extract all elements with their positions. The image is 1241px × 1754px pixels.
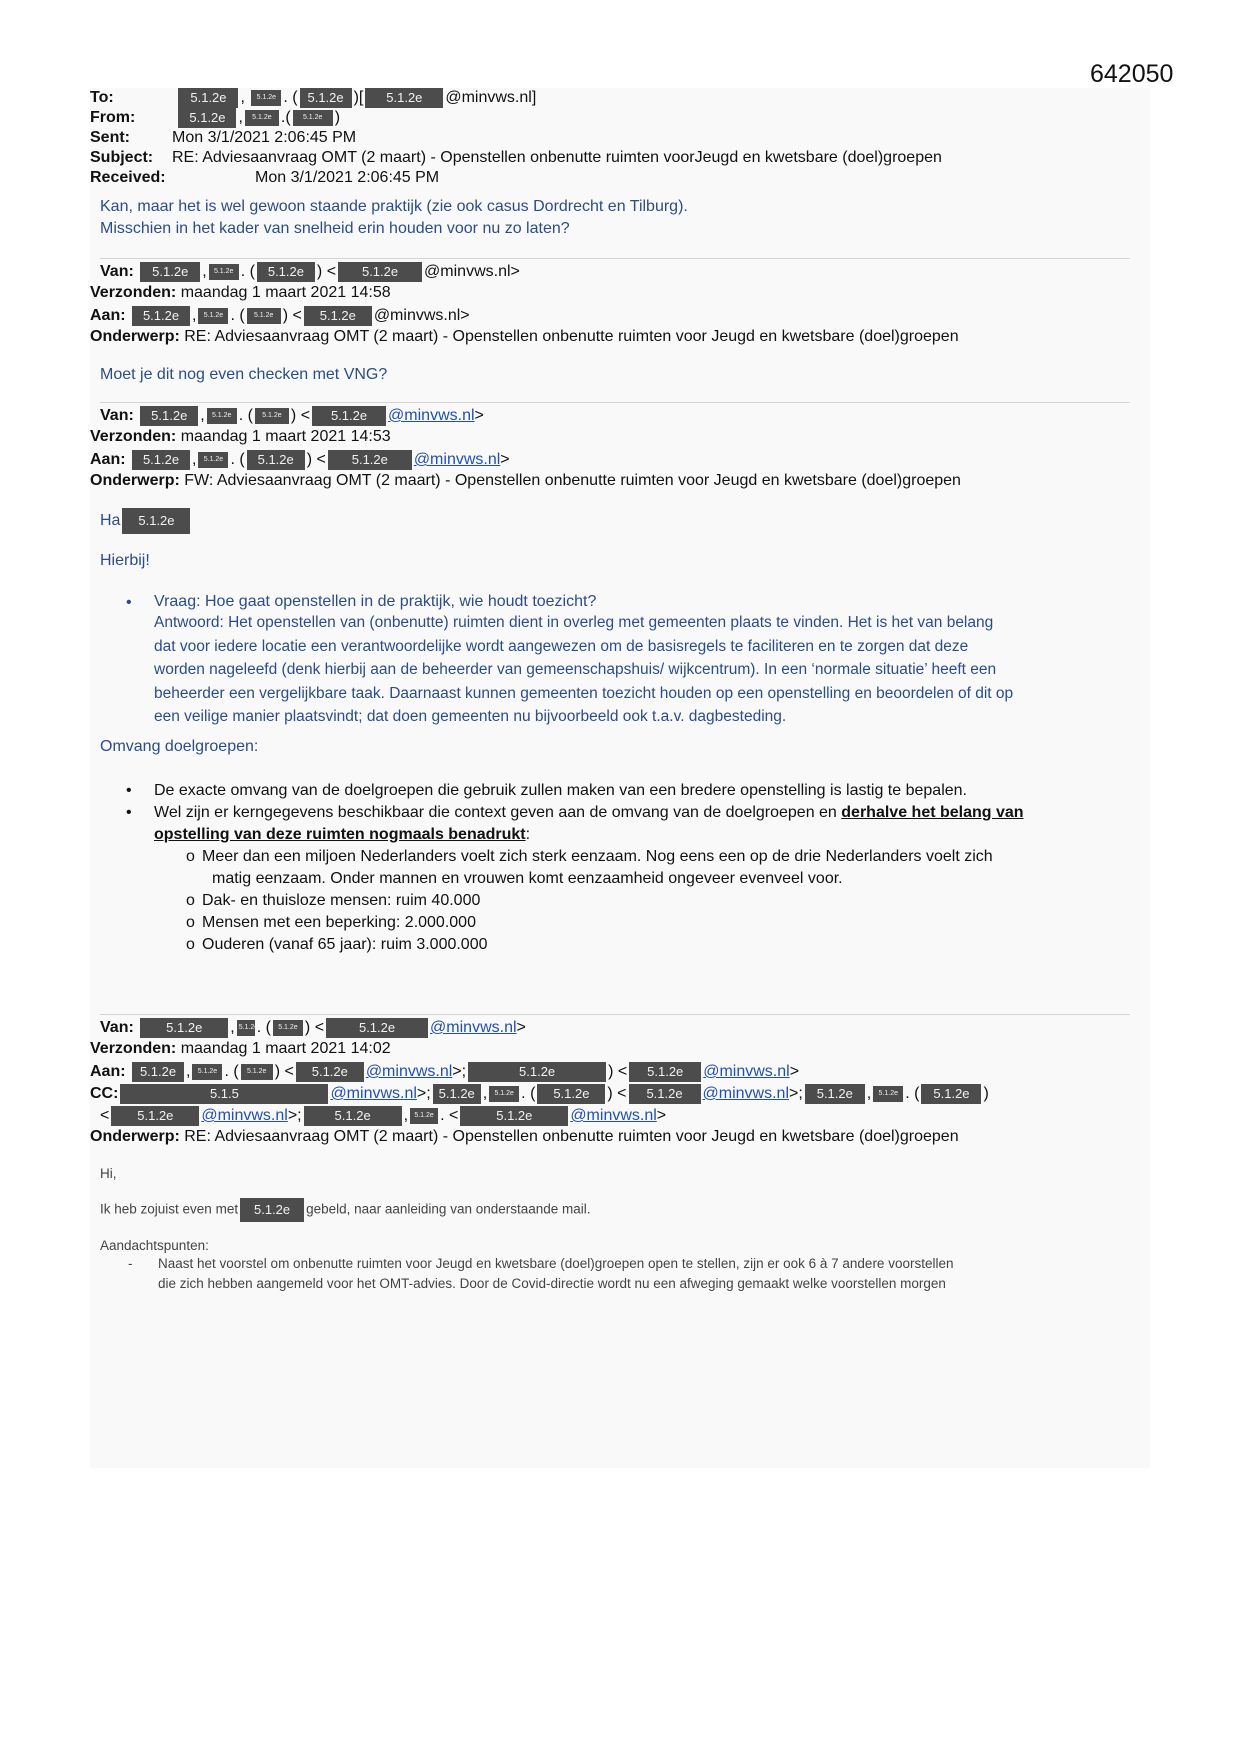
redaction: 5.1.2e: [537, 1084, 605, 1104]
redaction: 5.1.2e: [300, 88, 352, 108]
aan-label: Aan:: [90, 307, 126, 325]
email-link[interactable]: @minvws.nl: [430, 1019, 517, 1037]
redaction: 5.1.2e: [122, 508, 190, 534]
msg3-hierbij: Hierbij!: [100, 552, 150, 569]
redaction: 5.1.2e: [629, 1084, 701, 1104]
bullet-dot: •: [126, 804, 132, 821]
subject-label: Subject:: [90, 149, 154, 166]
redaction: 5.1.2e: [805, 1084, 865, 1104]
email-link[interactable]: @minvws.nl: [201, 1107, 288, 1125]
sub-2: Dak- en thuisloze mensen: ruim 40.000: [202, 892, 481, 909]
email-link[interactable]: @minvws.nl: [388, 407, 475, 425]
redaction: 5.1.2e: [468, 1062, 606, 1082]
received-value: Mon 3/1/2021 2:06:45 PM: [255, 169, 440, 186]
onderwerp-value: RE: Adviesaanvraag OMT (2 maart) - Openstellen onbenutte ruimten voor Jeugd en kwetsbare (doel)groepen: [184, 1128, 959, 1145]
msg4-van: Van: 5.1.2e , 5.1.2e. ( 5.1.2e ) < 5.1.2e @minvws.nl>: [100, 1019, 526, 1037]
bullet-2-text: Wel zijn er kerngegevens beschikbaar die context geven aan de omvang van de doelgroepen en: [154, 804, 842, 821]
separator: [100, 1014, 1130, 1015]
redaction: 5.1.2e: [237, 1020, 255, 1036]
msg4-cc: CC: 5.1.5 @minvws.nl>; 5.1.2e , 5.1.2e . ( 5.1.2e ) < 5.1.2e @minvws.nl>; 5.1.2e , 5.1.2e . ( 5.1.2e ): [90, 1085, 989, 1103]
redaction: 5.1.2e: [433, 1084, 481, 1104]
msg4-cc-cont: < 5.1.2e @minvws.nl>; 5.1.2e , 5.1.2e . < 5.1.2e @minvws.nl>: [100, 1107, 667, 1125]
redaction: 5.1.2e: [410, 1108, 438, 1124]
redaction: 5.1.2e: [247, 450, 305, 470]
redaction: 5.1.2e: [365, 88, 443, 108]
redaction: 5.1.2e: [178, 108, 236, 128]
msg2-aan: Aan: 5.1.2e , 5.1.2e . ( 5.1.2e ) < 5.1.2e @minvws.nl>: [90, 307, 470, 325]
redaction: 5.1.5: [120, 1084, 328, 1104]
redaction: 5.1.2e: [273, 1020, 303, 1036]
redaction: 5.1.2e: [209, 264, 239, 280]
redaction: 5.1.2e: [304, 306, 372, 326]
circle-bullet: o: [186, 936, 195, 953]
bullet-1: De exacte omvang van de doelgroepen die gebruik zullen maken van een bredere openstelling is lastig te bepalen.: [154, 782, 967, 799]
redaction: 5.1.2e: [257, 262, 315, 282]
greeting-text: Ha: [100, 512, 121, 530]
to-label: To:: [90, 89, 114, 107]
sub-4: Ouderen (vanaf 65 jaar): ruim 3.000.000: [202, 936, 488, 953]
subject-value: RE: Adviesaanvraag OMT (2 maart) - Openstellen onbenutte ruimten voorJeugd en kwetsbare (doel)groepen: [172, 149, 942, 166]
onderwerp-label: Onderwerp:: [90, 472, 180, 489]
msg4-line: [100, 1198, 591, 1222]
separator: [100, 402, 1130, 403]
verzonden-value: maandag 1 maart 2021 14:53: [180, 428, 391, 445]
email-page: [90, 88, 1150, 1468]
email-link[interactable]: @minvws.nl: [365, 1063, 453, 1081]
msg2-van: Van: 5.1.2e , 5.1.2e . ( 5.1.2e ) < 5.1.2e @minvws.nl>: [100, 263, 520, 281]
email-link[interactable]: @minvws.nl: [413, 451, 501, 469]
redaction: 5.1.2e: [132, 1062, 184, 1082]
redaction: 5.1.2e: [629, 1062, 701, 1082]
line-pre: Ik heb zojuist even met: [100, 1201, 239, 1217]
redaction: 5.1.2e: [255, 408, 289, 424]
email-link[interactable]: @minvws.nl: [702, 1085, 789, 1103]
redaction: 5.1.2e: [192, 1064, 222, 1080]
bullet-2-emphasis: derhalve het belang van: [841, 804, 1024, 821]
aan-label: Aan:: [90, 451, 126, 469]
verzonden-label: Verzonden:: [90, 284, 177, 301]
bullet-2-emphasis-2: opstelling van deze ruimten nogmaals benadrukt: [154, 826, 526, 843]
redaction: 5.1.2e: [328, 450, 412, 470]
redaction: 5.1.2e: [140, 262, 200, 282]
redaction: 5.1.2e: [293, 110, 333, 126]
msg4-onderwerp: [90, 1128, 959, 1146]
header-to: To: 5.1.2e , 5.1.2e . ( 5.1.2e )[ 5.1.2e @minvws.nl]: [90, 89, 537, 107]
redaction: 5.1.2e: [198, 308, 228, 324]
redaction: 5.1.2e: [460, 1106, 568, 1126]
header-subject: [90, 148, 942, 168]
cc-label: CC:: [90, 1085, 119, 1103]
verzonden-label: Verzonden:: [90, 428, 177, 445]
msg1-line1: Kan, maar het is wel gewoon staande praktijk (zie ook casus Dordrecht en Tilburg).: [100, 198, 688, 215]
msg1-line2: Misschien in het kader van snelheid erin houden voor nu zo laten?: [100, 220, 570, 237]
header-received: [90, 168, 439, 188]
van-email: @minvws.nl>: [424, 263, 520, 281]
msg3-van: Van: 5.1.2e , 5.1.2e . ( 5.1.2e ) < 5.1.2e @minvws.nl>: [100, 407, 484, 425]
redaction: 5.1.2e: [296, 1062, 364, 1082]
antwoord-text: Antwoord: Het openstellen van (onbenutte) ruimten dient in overleg met gemeenten plaats te vinden. Het is het van belang dat voor iedere locatie een verantwoordelijke wordt aangewezen om de basisregels te faciliteren en te zorgen dat deze worden nageleefd (denk hierbij aan de beheerder van gemeenschapshuis/ wijkcentrum). In een ‘normale situatie’ heeft een beheerder een vergelijkbare taak. Daarnaast kunnen gemeenten toezicht houden op een openstelling en beoordelen of dit op een veilige manier plaatsvindt; dat doen gemeenten nu bijvoorbeeld ook t.a.v. dagbesteding.: [154, 614, 1014, 725]
redaction: 5.1.2e: [326, 1018, 428, 1038]
sent-label: Sent:: [90, 129, 130, 146]
bullet-2-line2: [154, 826, 530, 844]
msg4-point-line2: die zich hebben aangemeld voor het OMT-advies. Door de Covid-directie wordt nu een afweging gemaakt welke voorstellen morgen: [158, 1276, 946, 1291]
redaction: 5.1.2e: [132, 450, 190, 470]
separator: [100, 258, 1130, 259]
msg3-verzonden: [90, 428, 391, 446]
redaction: 5.1.2e: [241, 1064, 273, 1080]
from-label: From:: [90, 109, 136, 127]
redaction: 5.1.2e: [140, 406, 198, 426]
msg4-aan: Aan: 5.1.2e , 5.1.2e . ( 5.1.2e ) < 5.1.2e @minvws.nl>; 5.1.2e ) < 5.1.2e @minvws.nl>: [90, 1063, 800, 1081]
van-label: Van:: [100, 263, 134, 281]
to-suffix: @minvws.nl]: [445, 89, 537, 107]
circle-bullet: o: [186, 892, 195, 909]
line-post: gebeld, naar aanleiding van onderstaande mail.: [306, 1201, 591, 1217]
msg4-point-line1: Naast het voorstel om onbenutte ruimten voor Jeugd en kwetsbare (doel)groepen open te stellen, zijn er ook 6 à 7 andere voorstellen: [158, 1256, 954, 1271]
redaction: 5.1.2e: [247, 308, 281, 324]
redaction: 5.1.2e: [251, 90, 281, 106]
aan-email: @minvws.nl>: [373, 307, 470, 325]
sub-3: Mensen met een beperking: 2.000.000: [202, 914, 476, 931]
msg3-greeting: [100, 508, 192, 534]
verzonden-label: Verzonden:: [90, 1040, 177, 1057]
onderwerp-label: Onderwerp:: [90, 328, 180, 345]
email-link[interactable]: @minvws.nl: [570, 1107, 657, 1125]
bullet-2-colon: :: [525, 826, 531, 843]
bullet-dot: •: [126, 782, 132, 799]
header-from: From: 5.1.2e , 5.1.2e .( 5.1.2e ): [90, 109, 341, 127]
bullet-2-line1: [154, 804, 1024, 822]
redaction: 5.1.2e: [873, 1086, 903, 1102]
redaction: 5.1.2e: [338, 262, 422, 282]
redaction: 5.1.2e: [178, 88, 238, 108]
msg2-onderwerp: [90, 328, 959, 346]
redaction: 5.1.2e: [489, 1086, 519, 1102]
sub-1-line1: Meer dan een miljoen Nederlanders voelt zich sterk eenzaam. Nog eens een op de drie Nederlanders voelt zich: [202, 848, 993, 865]
verzonden-value: maandag 1 maart 2021 14:02: [180, 1040, 391, 1057]
msg4-aandacht: Aandachtspunten:: [100, 1238, 209, 1253]
msg3-onderwerp: [90, 472, 961, 490]
msg4-verzonden: [90, 1040, 391, 1058]
vraag-text: Vraag: Hoe gaat openstellen in de praktijk, wie houdt toezicht?: [154, 593, 597, 610]
msg2-body: Moet je dit nog even checken met VNG?: [100, 366, 388, 383]
redaction: 5.1.2e: [198, 452, 228, 468]
van-label: Van:: [100, 1019, 134, 1037]
sub-1-line2: matig eenzaam. Onder mannen en vrouwen komt eenzaamheid ongeveer evenveel voor.: [212, 870, 843, 887]
document-id: 642050: [1090, 60, 1174, 88]
received-label: Received:: [90, 169, 166, 186]
header-sent: [90, 128, 356, 148]
email-link[interactable]: @minvws.nl: [330, 1085, 417, 1103]
circle-bullet: o: [186, 914, 195, 931]
redaction: 5.1.2e: [240, 1198, 304, 1222]
redaction: 5.1.2e: [111, 1106, 199, 1126]
onderwerp-value: RE: Adviesaanvraag OMT (2 maart) - Openstellen onbenutte ruimten voor Jeugd en kwetsbare (doel)groepen: [184, 328, 959, 345]
sent-value: Mon 3/1/2021 2:06:45 PM: [172, 129, 357, 146]
msg4-hi: Hi,: [100, 1166, 117, 1181]
dash-bullet: -: [128, 1256, 133, 1271]
redaction: 5.1.2e: [304, 1106, 402, 1126]
onderwerp-value: FW: Adviesaanvraag OMT (2 maart) - Openstellen onbenutte ruimten voor Jeugd en kwetsbare (doel)groepen: [184, 472, 961, 489]
aan-label: Aan:: [90, 1063, 126, 1081]
redaction: 5.1.2e: [312, 406, 386, 426]
onderwerp-label: Onderwerp:: [90, 1128, 180, 1145]
circle-bullet: o: [186, 848, 195, 865]
omvang-title: Omvang doelgroepen:: [100, 738, 259, 755]
redaction: 5.1.2e: [245, 110, 279, 126]
msg3-aan: Aan: 5.1.2e , 5.1.2e . ( 5.1.2e ) < 5.1.2e @minvws.nl>: [90, 451, 510, 469]
redaction: 5.1.2e: [140, 1018, 228, 1038]
email-link[interactable]: @minvws.nl: [703, 1063, 790, 1081]
van-label: Van:: [100, 407, 134, 425]
redaction: 5.1.2e: [921, 1084, 981, 1104]
redaction: 5.1.2e: [132, 306, 190, 326]
bullet-dot: •: [126, 594, 132, 611]
verzonden-value: maandag 1 maart 2021 14:58: [180, 284, 391, 301]
msg2-verzonden: [90, 284, 391, 302]
redaction: 5.1.2e: [207, 408, 237, 424]
